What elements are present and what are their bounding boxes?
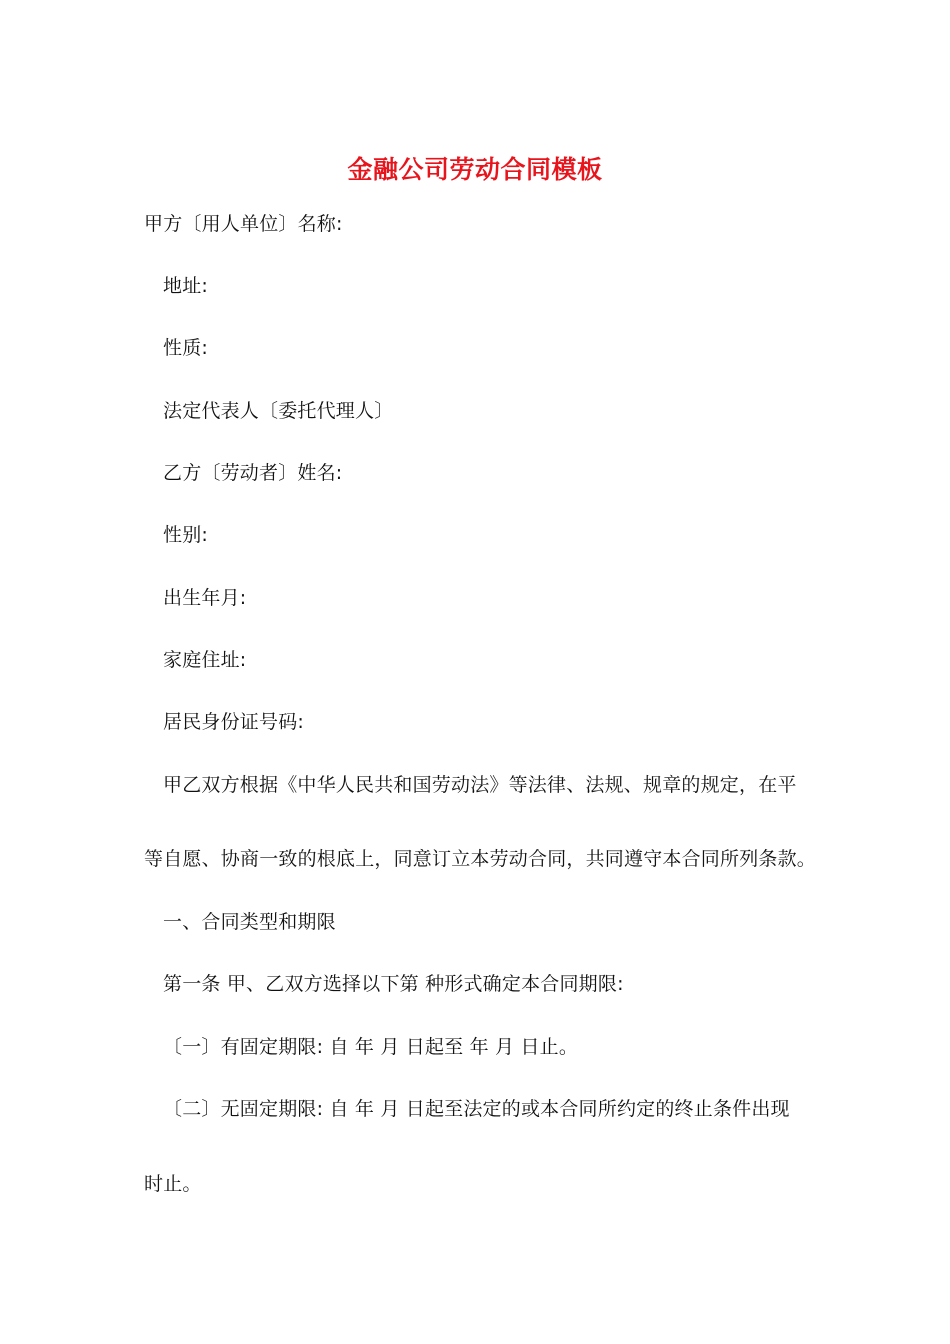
home-address-label: 家庭住址: [163,649,247,671]
party-b-name-label: 乙方〔劳动者〕姓名: [163,462,343,484]
fixed-term-clause: 〔一〕有固定期限: 自 年 月 日起至 年 月 日止。 [163,1036,579,1058]
preamble-line-2: 等自愿、协商一致的根底上，同意订立本劳动合同，共同遵守本合同所列条款。 [144,848,817,870]
legal-representative-label: 法定代表人〔委托代理人〕 [163,400,394,422]
party-a-nature-label: 性质: [163,337,209,359]
party-a-address-label: 地址: [163,275,209,297]
preamble-line-1: 甲乙双方根据《中华人民共和国劳动法》等法律、法规、规章的规定，在平 [163,774,797,796]
section-heading-contract-type: 一、合同类型和期限 [163,911,336,933]
birth-date-label: 出生年月: [163,587,247,609]
document-title: 金融公司劳动合同模板 [347,155,603,184]
id-number-label: 居民身份证号码: [163,711,305,733]
article-one-text: 第一条 甲、乙双方选择以下第 种形式确定本合同期限: [163,973,624,995]
party-a-name-label: 甲方〔用人单位〕名称: [144,213,343,235]
gender-label: 性别: [163,524,209,546]
open-term-clause-line-2: 时止。 [144,1173,202,1195]
open-term-clause-line-1: 〔二〕无固定期限: 自 年 月 日起至法定的或本合同所约定的终止条件出现 [163,1098,790,1120]
